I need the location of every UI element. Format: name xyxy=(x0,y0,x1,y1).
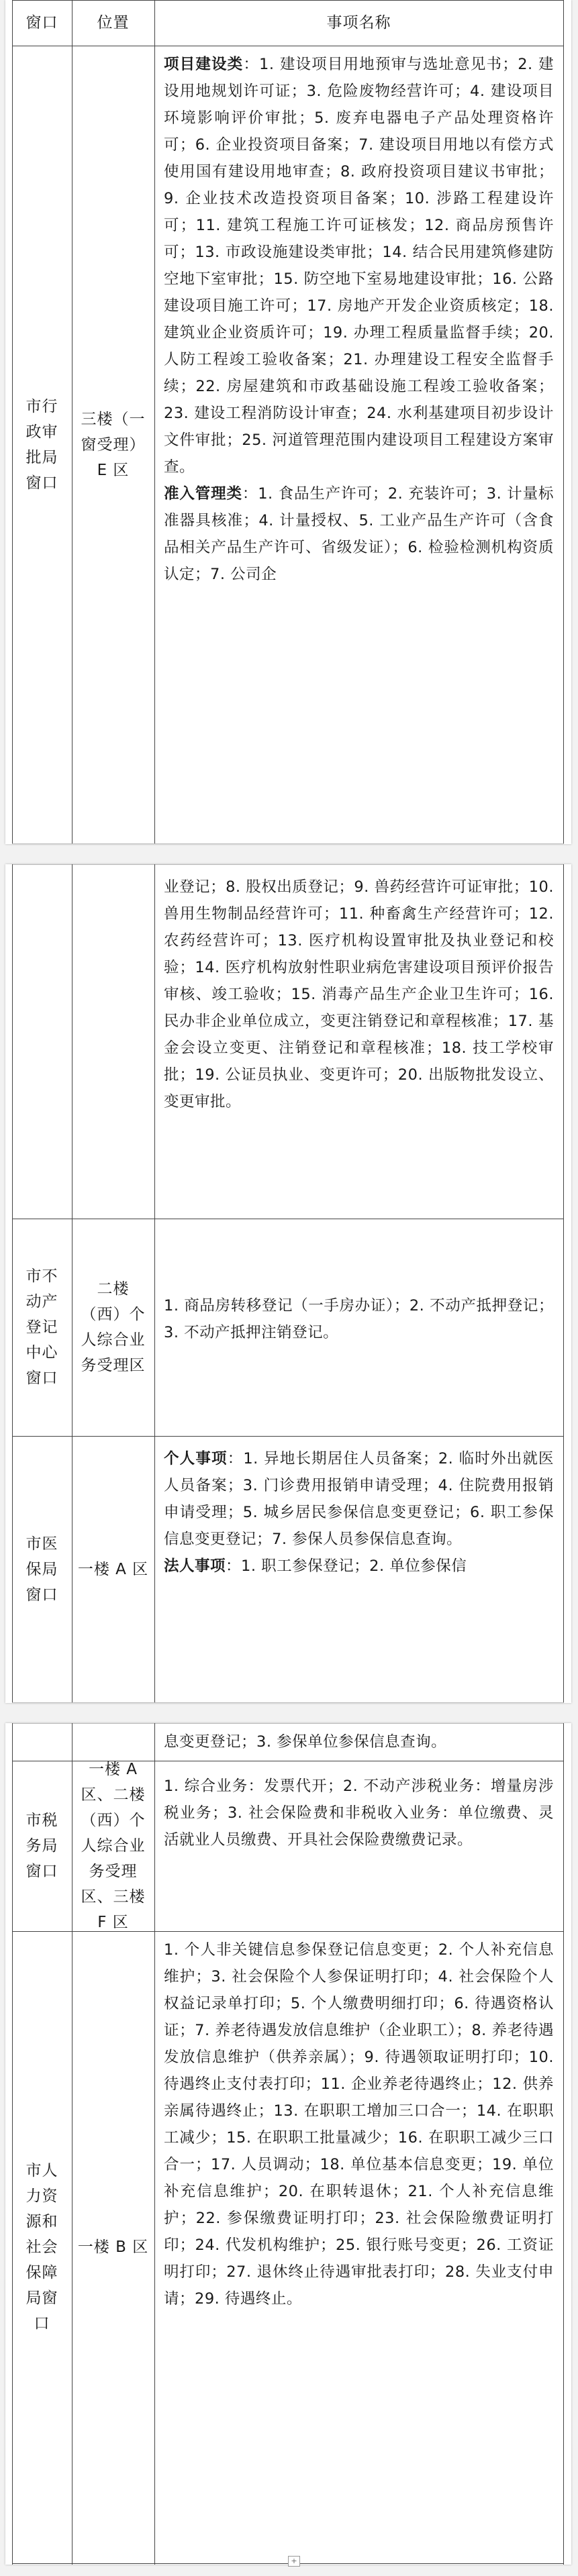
realestate-items-text: 1. 商品房转移登记（一手房办证）；2. 不动产抵押登记；3. 不动产抵押注销登记。 xyxy=(164,1297,554,1341)
hr-items xyxy=(154,1937,563,2312)
header-items: 事项名称 xyxy=(326,14,391,32)
service-table-part-2 xyxy=(12,864,564,1703)
medical-items-continued xyxy=(154,1729,563,1755)
tax-window-name: 市税务局窗口 xyxy=(26,1812,58,1880)
document-page-1 xyxy=(5,0,571,844)
market-location: 三楼（一窗受理）E 区 xyxy=(81,410,146,479)
realestate-window-name: 市不动产登记中心窗口 xyxy=(26,1268,58,1387)
legal-items-continued: 息变更登记；3. 参保单位参保信息查询。 xyxy=(164,1733,447,1751)
realestate-items xyxy=(154,1292,563,1346)
header-window: 窗口 xyxy=(26,14,58,32)
service-table-part-3 xyxy=(12,1723,564,2565)
medical-window-name: 市医保局窗口 xyxy=(26,1535,58,1604)
service-table-part-1 xyxy=(12,0,564,844)
header-location: 位置 xyxy=(97,14,130,32)
access-items: ：1. 食品生产许可；2. 充装许可；3. 计量标准器具核准；4. 计量授权、5. 工业产品生产许可（含食品相关产品生产许可、省级发证）；6. 检验检测机构资质认定；7. 公司企 xyxy=(164,485,554,583)
access-category-label: 准入管理类 xyxy=(164,485,242,503)
legal-items: ：1. 职工参保登记；2. 单位参保信 xyxy=(226,1557,467,1575)
construction-category-label: 项目建设类 xyxy=(164,56,244,73)
hr-window-name: 市人力资源和社会保障局窗口 xyxy=(26,2162,58,2332)
tax-items xyxy=(154,1773,563,1853)
tax-location: 一楼 A 区、二楼（西）个人综合业务受理区、三楼 F 区 xyxy=(81,1761,146,1931)
personal-items: ：1. 异地长期居住人员备案；2. 临时外出就医人员备案；3. 门诊费用报销申请受理；4. 住院费用报销申请受理；5. 城乡居民参保信息变更登记；6. 职工参保信息变更登记；7. 参保人员参保信息查询。 xyxy=(164,1450,554,1548)
construction-items: ：1. 建设项目用地预审与选址意见书；2. 建设用地规划许可证；3. 危险废物经营许可；4. 建设项目环境影响评价审批；5. 废弃电器电子产品处理资格许可；6. 企业投资项目备案；7. 建设项目用地以有偿方式使用国有建设用地审查；8. 政府投资项目建议书审批；9. 企业技术改造投资项目备案；10. 涉路工程建设许可；11. 建筑工程施工许可证核发；12. 商品房预售许可；13. 市政设施建设类审批；14. 结合民用建筑修建防空地下室审批；15. 防空地下室易地建设审批；16. 公路建设项目施工许可；17. 房地产开发企业资质核定；18. 建筑业企业资质许可；19. 办理工程质量监督手续；20. 人防工程竣工验收备案；21. 办理建设工程安全监督手续；22. 房屋建筑和市政基础设施工程竣工验收备案；23. 建设工程消防设计审查；24. 水利基建项目初步设计文件审批；25. 河道管理范围内建设项目工程建设方案审查。 xyxy=(164,56,554,476)
medical-location: 一楼 A 区 xyxy=(77,1560,149,1578)
legal-items-label: 法人事项 xyxy=(164,1557,226,1575)
market-window-name: 市行政审批局窗口 xyxy=(26,397,58,492)
realestate-location: 二楼（西）个人综合业务受理区 xyxy=(81,1280,146,1374)
tax-items-text: 1. 综合业务：发票代开；2. 不动产涉税业务：增量房涉税业务；3. 社会保险费和非税收入业务：单位缴费、灵活就业人员缴费、开具社会保险费缴费记录。 xyxy=(164,1778,554,1849)
hr-location: 一楼 B 区 xyxy=(77,2238,149,2256)
table-resize-handle[interactable]: + xyxy=(288,2556,300,2567)
market-items-continued xyxy=(154,874,563,1115)
market-items xyxy=(154,51,563,588)
medical-items xyxy=(154,1445,563,1580)
hr-items-text: 1. 个人非关键信息参保登记信息变更；2. 个人补充信息维护；3. 社会保险个人参保证明打印；4. 社会保险个人权益记录单打印；5. 个人缴费明细打印；6. 待遇资格认证；7. 养老待遇发放信息维护（企业职工）；8. 养老待遇发放信息维护（供养亲属）；9. 待遇领取证明打印；10. 待遇终止支付表打印；11. 企业养老待遇终止；12. 供养亲属待遇终止；13. 在职职工增加三口合一；14. 在职职工减少；15. 在职职工批量减少；16. 在职职工减少三口合一；17. 人员调动；18. 单位基本信息变更；19. 单位补充信息维护；20. 在职转退休；21. 个人补充信息维护；22. 参保缴费证明打印；23. 社会保险缴费证明打印；24. 代发机构维护；25. 银行账号变更；26. 工资证明打印；27. 退休终止待遇审批表打印；28. 失业支付申请；29. 待遇终止。 xyxy=(164,1941,554,2308)
access-items-continued: 业登记；8. 股权出质登记；9. 兽药经营许可证审批；10. 兽用生物制品经营许可；11. 种畜禽生产经营许可；12. 农药经营许可；13. 医疗机构设置审批及执业登记和校验；14. 医疗机构放射性职业病危害建设项目预评价报告审核、竣工验收；15. 消毒产品生产企业卫生许可；16. 民办非企业单位成立，变更注销登记和章程核准；17. 基金会设立变更、注销登记和章程核准；18. 技工学校审批；19. 公证员执业、变更许可；20. 出版物批发设立、变更审批。 xyxy=(164,878,554,1111)
personal-items-label: 个人事项 xyxy=(164,1450,228,1467)
document-page-3 xyxy=(5,1723,571,2565)
document-page-2 xyxy=(5,864,571,1703)
